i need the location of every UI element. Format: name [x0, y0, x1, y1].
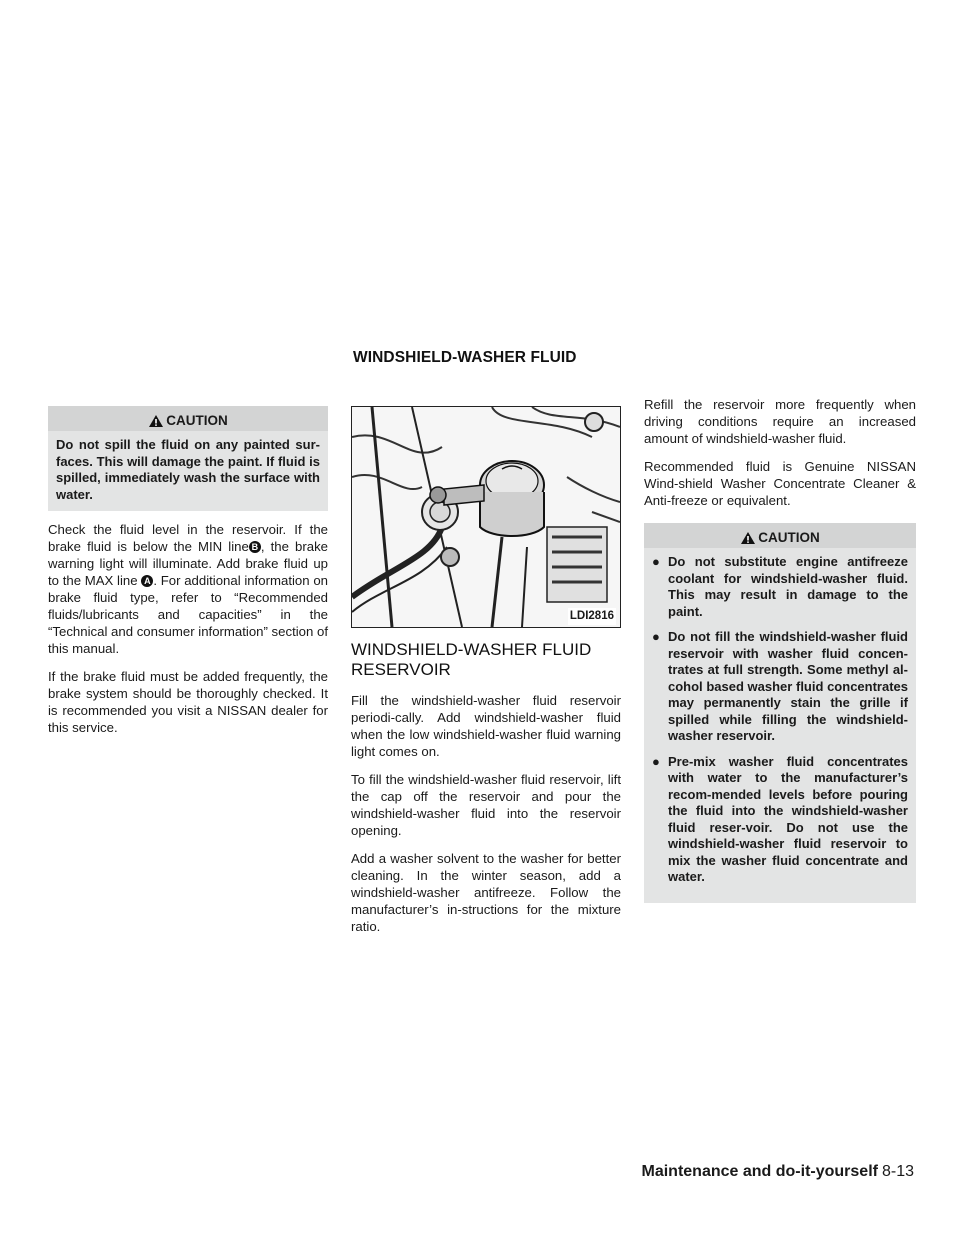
subheading-reservoir: WINDSHIELD-WASHER FLUID RESERVOIR [351, 640, 592, 679]
column-middle [351, 406, 621, 946]
marker-a: A [141, 575, 153, 587]
caution-box [48, 406, 328, 511]
warning-icon [148, 414, 164, 428]
caution-box [644, 523, 916, 903]
paragraph-fill-periodically: Fill the windshield-washer fluid reservoir periodi-cally. Add windshield-washer fluid when the low windshield-washer fluid warning light comes on. [351, 693, 621, 759]
figure-label: LDI2816 [568, 608, 616, 625]
page-footer [642, 1163, 915, 1181]
bullet-icon: ● [652, 629, 660, 644]
caution-item [652, 629, 908, 745]
column-left [48, 406, 328, 747]
page-number: 8-13 [881, 1163, 914, 1180]
caution-item-text: Do not fill the windshield-washer fluid reservoir with washer fluid concen-trates at full strength. Some methyl al-cohol based washer fluid concentrates may permanently stain the grille if spilled while filling the windshield-washer reservoir. [668, 629, 908, 743]
caution-item-text: Pre-mix washer fluid concentrates with water to the manufacturer’s recom-mended levels before pouring the fluid into the windshield-washer fluid reser-voir. Do not use the windshield-washer fluid reservoir to mix the washer fluid concentrate and water. [668, 753, 908, 884]
paragraph-text: . For additional information on brake fluid type, refer to “Recommended fluids/lubricants and capacities” in the “Technical and consumer information” section of this manual. [48, 573, 329, 656]
paragraph-refill: Refill the reservoir more frequently when driving conditions require an increased amount of windshield-washer fluid. [644, 397, 916, 446]
caution-heading [644, 523, 916, 548]
footer-section: Maintenance and do-it-yourself [641, 1163, 878, 1180]
caution-item [652, 554, 908, 620]
warning-icon [740, 531, 756, 545]
paragraph-fill-procedure: To fill the windshield-washer fluid reservoir, lift the cap off the reservoir and pour the windshield-washer fluid into the reservoir opening. [351, 772, 621, 838]
caution-heading [48, 406, 328, 431]
paragraph-washer-solvent: Add a washer solvent to the washer for better cleaning. In the winter season, add a windshield-washer antifreeze. Follow the manufacturer’s in-structions for the mixture ratio. [351, 851, 621, 934]
section-title: WINDSHIELD-WASHER FLUID [353, 349, 577, 366]
caution-list-wrap [644, 548, 916, 886]
caution-list [652, 554, 908, 886]
marker-b: B [249, 541, 261, 553]
paragraph-fluid-level [48, 521, 328, 657]
engine-bay-illustration [351, 406, 621, 628]
paragraph-recommended-fluid: Recommended fluid is Genuine NISSAN Wind-shield Washer Concentrate Cleaner & Anti-freeze or equivalent. [644, 459, 916, 508]
reservoir-drawing [352, 407, 620, 627]
paragraph-brake-check: If the brake fluid must be added frequently, the brake system should be thoroughly checked. It is recommended you visit a NISSAN dealer for this service. [48, 669, 328, 735]
caution-label: CAUTION [758, 530, 820, 545]
paragraph-text: Check the fluid level in the reservoir. If the brake fluid is below the MIN line [48, 522, 328, 554]
caution-item [652, 754, 908, 886]
paragraph-text: , the brake warning light will illuminate. Add brake fluid up to the MAX line [48, 539, 328, 588]
bullet-icon: ● [652, 753, 660, 769]
bullet-icon: ● [652, 554, 660, 569]
caution-item-text: Do not substitute engine antifreeze coolant for windshield-washer fluid. This may result in damage to the paint. [668, 554, 908, 619]
column-right [644, 396, 916, 913]
caution-label: CAUTION [166, 413, 228, 428]
caution-text: Do not spill the fluid on any painted sur-faces. This will damage the paint. If fluid is spilled, immediately wash the surface with water. [56, 437, 320, 502]
